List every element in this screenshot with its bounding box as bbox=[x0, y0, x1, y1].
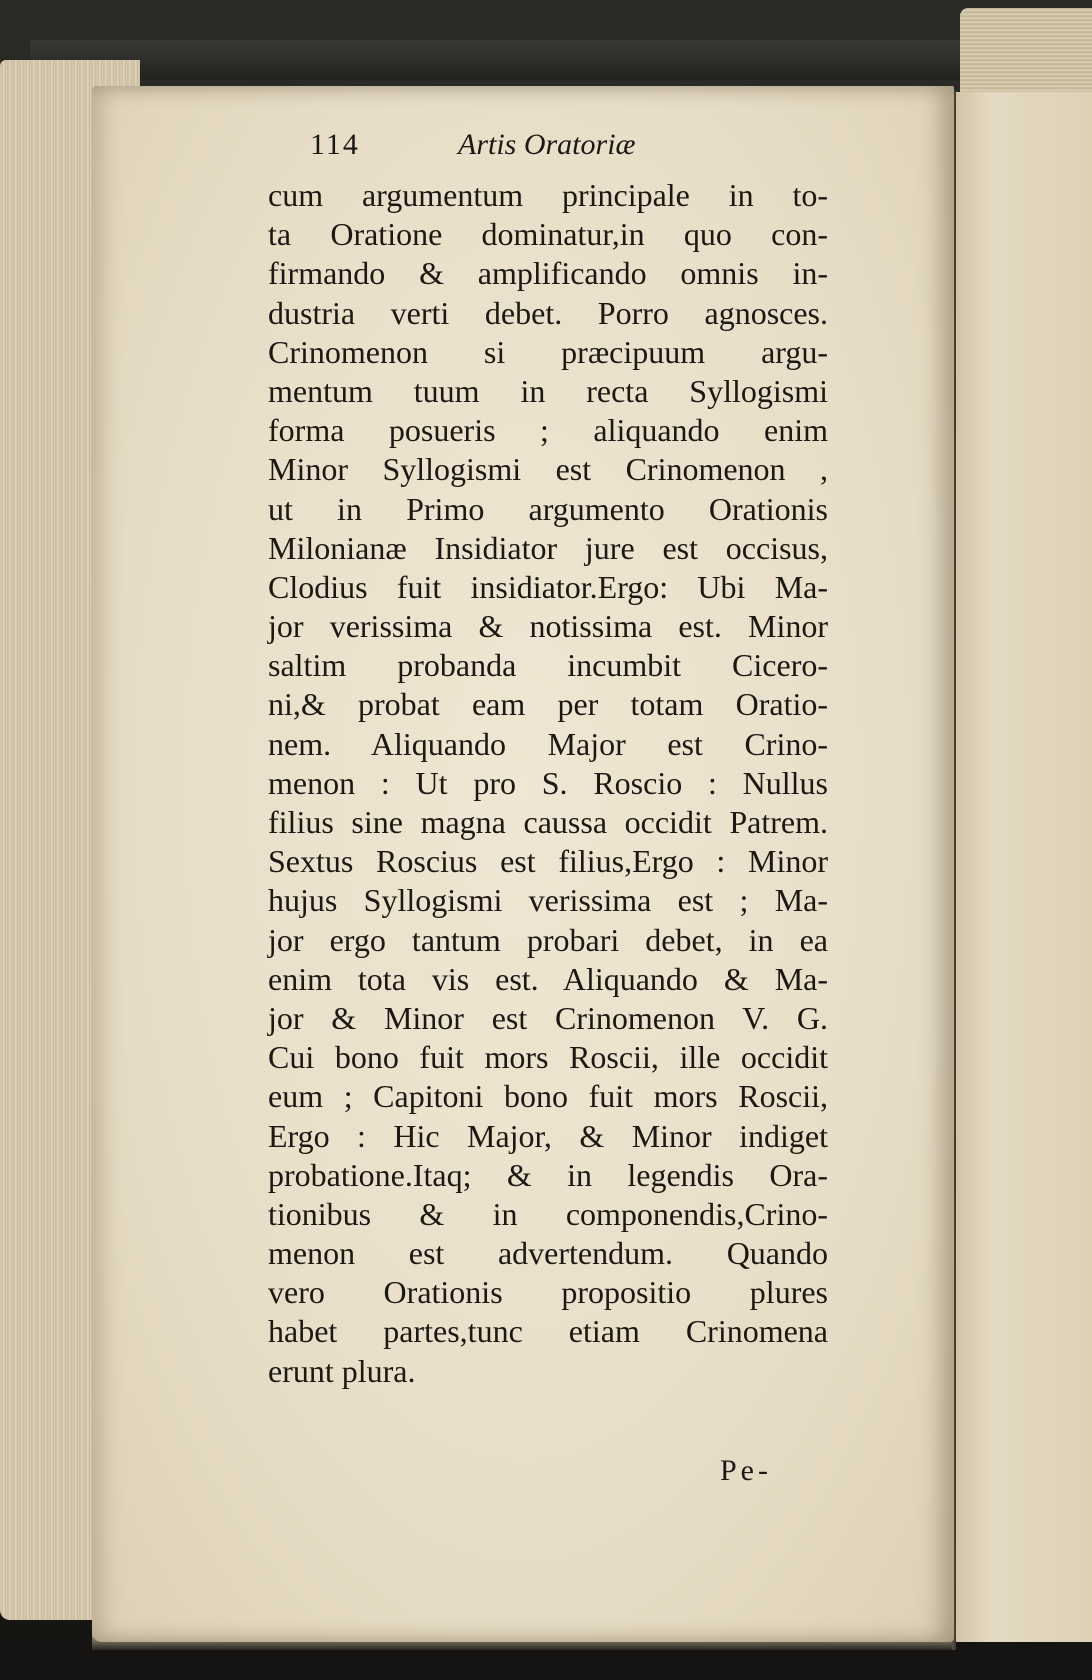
text-line: erunt plura. bbox=[268, 1352, 416, 1389]
text-line: probatione.Itaq; & in legendis Ora- bbox=[268, 1156, 828, 1193]
text-line: tionibus & in componendis,Crino- bbox=[268, 1195, 828, 1232]
text-line: dustria verti debet. Porro agnosces. bbox=[268, 294, 828, 331]
text-line: filius sine magna caussa occidit Patrem. bbox=[268, 804, 828, 840]
facing-page bbox=[946, 92, 1092, 1642]
text-line: Ergo : Hic Major, & Minor indiget bbox=[268, 1117, 828, 1154]
text-line: nem. Aliquando Major est Crino- bbox=[268, 725, 828, 762]
text-line: hujus Syllogismi verissima est ; Ma- bbox=[268, 882, 828, 919]
text-line: menon : Ut pro S. Roscio : Nullus bbox=[268, 764, 828, 801]
text-line: ut in Primo argumento Orationis bbox=[268, 490, 828, 527]
text-line: forma posueris ; aliquando enim bbox=[268, 412, 828, 449]
running-title: Artis Oratoriæ bbox=[458, 128, 636, 161]
text-line: menon est advertendum. Quando bbox=[268, 1235, 828, 1272]
text-line: jor ergo tantum probari debet, in ea bbox=[268, 921, 828, 958]
text-line: mentum tuum in recta Syllogismi bbox=[268, 372, 828, 409]
body-text bbox=[268, 176, 828, 1391]
page-header bbox=[310, 128, 750, 168]
text-line: Milonianæ Insidiator jure est occisus, bbox=[268, 529, 828, 566]
facing-page-edges bbox=[960, 8, 1092, 98]
text-line: Crinomenon si præcipuum argu- bbox=[268, 333, 828, 370]
text-line: Sextus Roscius est filius,Ergo : Minor bbox=[268, 843, 828, 880]
catchword: Pe- bbox=[720, 1454, 772, 1487]
text-line: ni,& probat eam per totam Oratio- bbox=[268, 686, 828, 723]
text-line: eum ; Capitoni bono fuit mors Roscii, bbox=[268, 1078, 828, 1115]
text-line: Clodius fuit insidiator.Ergo: Ubi Ma- bbox=[268, 568, 828, 605]
text-line: jor & Minor est Crinomenon V. G. bbox=[268, 999, 828, 1036]
text-line: jor verissima & notissima est. Minor bbox=[268, 608, 828, 645]
text-line: firmando & amplificando omnis in- bbox=[268, 255, 828, 292]
text-line: cum argumentum principale in to- bbox=[268, 177, 828, 213]
text-line: Minor Syllogismi est Crinomenon , bbox=[268, 451, 828, 488]
text-line: saltim probanda incumbit Cicero- bbox=[268, 647, 828, 684]
text-line: habet partes,tunc etiam Crinomena bbox=[268, 1313, 828, 1350]
text-line: Cui bono fuit mors Roscii, ille occidit bbox=[268, 1039, 828, 1076]
text-line: ta Oratione dominatur,in quo con- bbox=[268, 216, 828, 253]
book-top-edge bbox=[30, 40, 960, 80]
text-line: vero Orationis propositio plures bbox=[268, 1274, 828, 1311]
text-line: enim tota vis est. Aliquando & Ma- bbox=[268, 960, 828, 997]
page-number: 114 bbox=[310, 128, 360, 161]
